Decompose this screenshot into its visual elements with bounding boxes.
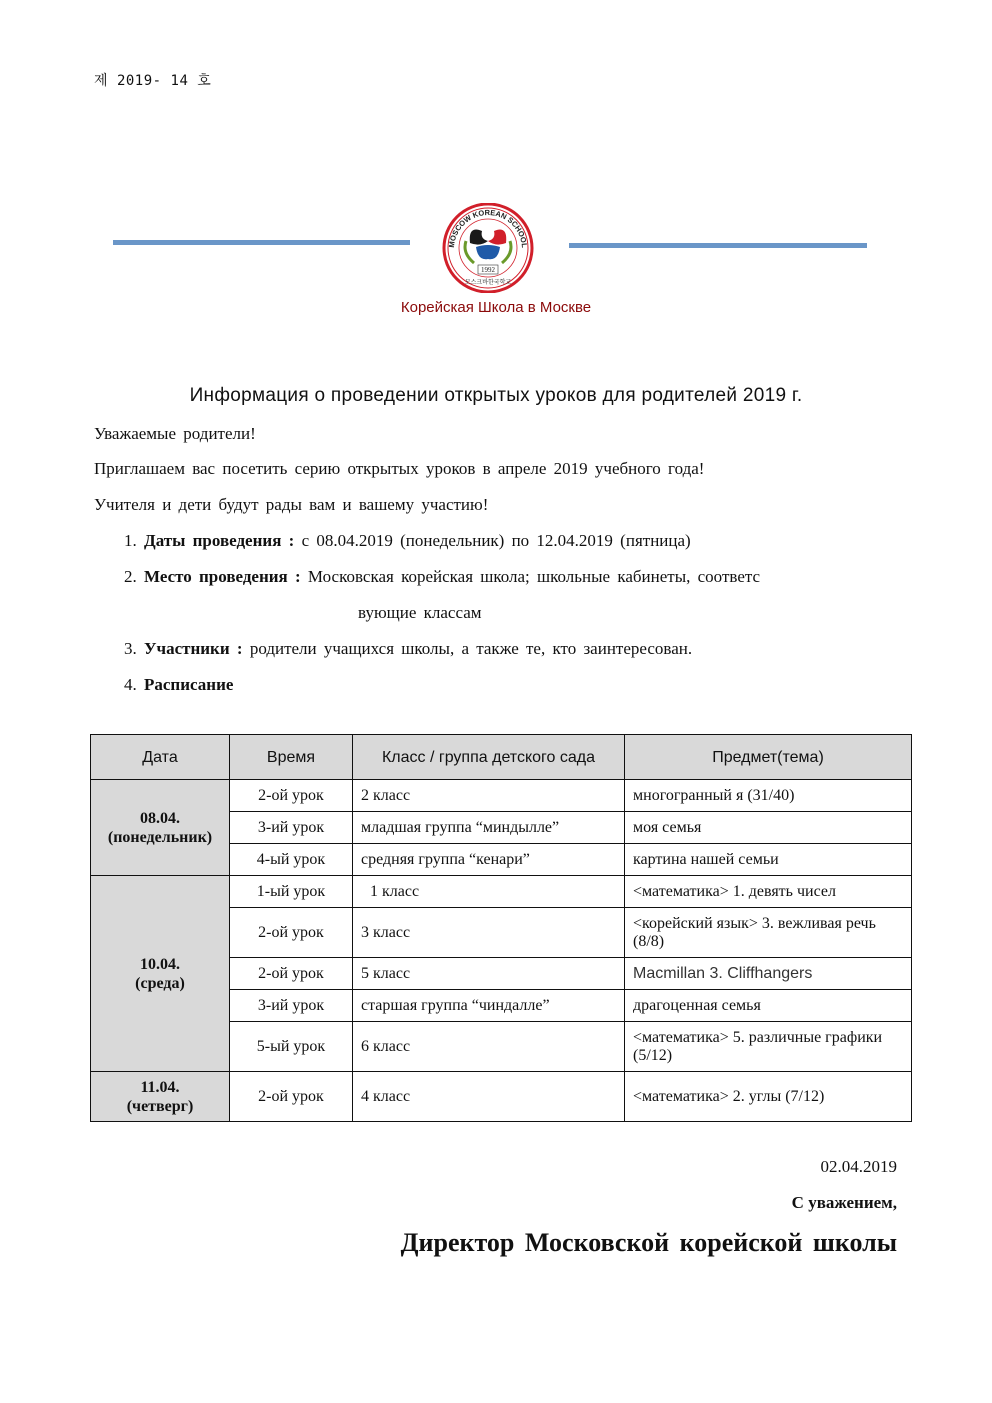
time-cell: 2-ой урок <box>230 958 353 990</box>
table-row <box>91 1072 912 1122</box>
class-cell: 5 класс <box>353 958 625 990</box>
date-value: 08.04. <box>140 809 180 827</box>
date-value: 10.04. <box>140 955 180 973</box>
svg-text:1992: 1992 <box>481 266 495 274</box>
time-cell: 2-ой урок <box>230 1072 353 1122</box>
date-cell <box>91 780 230 876</box>
subject-cell: <математика> 2. углы (7/12) <box>625 1072 912 1122</box>
subject-cell: драгоценная семья <box>625 990 912 1022</box>
list-item-dates <box>124 531 691 551</box>
time-cell: 3-ий урок <box>230 990 353 1022</box>
time-cell: 1-ый урок <box>230 876 353 908</box>
signature-regards: С уважением, <box>791 1193 897 1212</box>
list-item-participants <box>124 639 692 659</box>
class-cell: старшая группа “чиндалле” <box>353 990 625 1022</box>
item-text: с 08.04.2019 (понедельник) по 12.04.2019 (пятница) <box>294 531 691 550</box>
signature-director: Директор Московской корейской школы <box>400 1228 897 1257</box>
header-rule-right <box>569 243 867 248</box>
item-number: 3. <box>124 639 137 658</box>
time-cell: 3-ий урок <box>230 812 353 844</box>
signature-date: 02.04.2019 <box>820 1157 897 1176</box>
class-cell: младшая группа “миндылле” <box>353 812 625 844</box>
subject-cell: <корейский язык> 3. вежливая речь (8/8) <box>625 908 912 958</box>
class-cell: 1 класс <box>353 876 625 908</box>
class-cell: средняя группа “кенари” <box>353 844 625 876</box>
item-label: Даты проведения : <box>144 531 295 550</box>
intro-line-2: Учителя и дети будут рады вам и вашему участию! <box>94 495 489 514</box>
item-text: родители учащихся школы, а также те, кто заинтересован. <box>242 639 693 658</box>
document-number: 제 2019- 14 호 <box>94 73 212 89</box>
column-header-class: Класс / группа детского сада <box>353 735 625 780</box>
class-cell: 4 класс <box>353 1072 625 1122</box>
list-item-location <box>124 567 760 587</box>
subject-cell: картина нашей семьи <box>625 844 912 876</box>
time-cell: 2-ой урок <box>230 908 353 958</box>
intro-line-1: Приглашаем вас посетить серию открытых уроков в апреле 2019 учебного года! <box>94 459 705 478</box>
day-value: (среда) <box>135 974 185 992</box>
subject-cell: <математика> 5. различные графики (5/12) <box>625 1022 912 1072</box>
item-number: 4. <box>124 675 137 694</box>
schedule-table <box>90 734 912 1122</box>
table-row <box>91 876 912 908</box>
subject-cell: Macmillan 3. Cliffhangers <box>625 958 912 990</box>
school-emblem-icon <box>440 203 536 293</box>
header-rule-left <box>113 240 410 245</box>
item-label: Место проведения : <box>144 567 301 586</box>
item-number: 1. <box>124 531 137 550</box>
table-header-row <box>91 735 912 780</box>
class-cell: 6 класс <box>353 1022 625 1072</box>
date-cell <box>91 1072 230 1122</box>
table-row <box>91 780 912 812</box>
subject-cell: <математика> 1. девять чисел <box>625 876 912 908</box>
time-cell: 2-ой урок <box>230 780 353 812</box>
item-label: Расписание <box>144 675 234 694</box>
class-cell: 3 класс <box>353 908 625 958</box>
column-header-date: Дата <box>91 735 230 780</box>
subject-cell: моя семья <box>625 812 912 844</box>
item-label: Участники : <box>144 639 243 658</box>
subject-cell: многогранный я (31/40) <box>625 780 912 812</box>
svg-text:모스크바한국학교: 모스크바한국학교 <box>464 279 512 286</box>
document-title: Информация о проведении открытых уроков для родителей 2019 г. <box>189 385 803 406</box>
item-number: 2. <box>124 567 137 586</box>
class-cell: 2 класс <box>353 780 625 812</box>
day-value: (четверг) <box>126 1097 194 1115</box>
time-cell: 4-ый урок <box>230 844 353 876</box>
item-text: Московская корейская школа; школьные кабинеты, соответс <box>300 567 761 586</box>
svg-text:MOSCOW KOREAN SCHOOL: MOSCOW KOREAN SCHOOL <box>446 207 530 249</box>
list-item-schedule <box>124 675 233 695</box>
column-header-time: Время <box>230 735 353 780</box>
greeting: Уважаемые родители! <box>94 424 256 443</box>
date-value: 11.04. <box>140 1078 180 1096</box>
day-value: (понедельник) <box>107 828 213 846</box>
time-cell: 5-ый урок <box>230 1022 353 1072</box>
date-cell <box>91 876 230 1072</box>
school-name: Корейская Школа в Москве <box>400 299 592 316</box>
column-header-subject: Предмет(тема) <box>625 735 912 780</box>
list-item-location-continued: вующие классам <box>358 603 482 622</box>
